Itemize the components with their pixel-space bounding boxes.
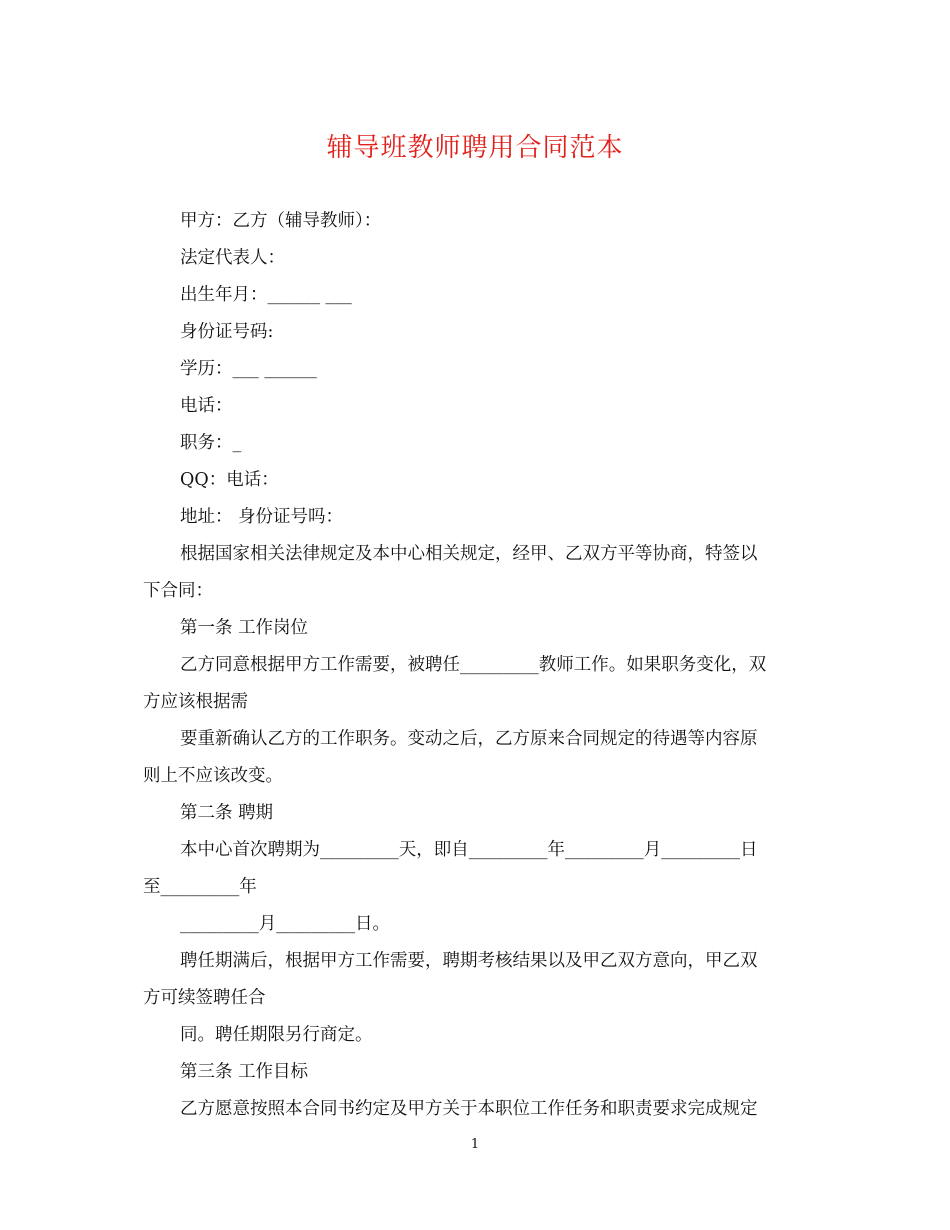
article-2-line-1: 本中心首次聘期为_________天，即自_________年_________月_________日 — [180, 840, 758, 860]
qq-phone-line: QQ：电话： — [180, 470, 279, 490]
position-line: 职务：_ — [180, 433, 242, 453]
education-line: 学历：___ ______ — [180, 359, 317, 379]
article-1-line-1: 乙方同意根据甲方工作需要，被聘任_________教师工作。如果职务变化，双 — [180, 655, 767, 675]
article-2-line-2: 至_________年 — [143, 877, 257, 897]
article-2-line-6: 同。聘任期限另行商定。 — [180, 1025, 373, 1045]
document-body — [143, 203, 808, 1128]
article-2-line-5: 方可续签聘任合 — [143, 988, 266, 1008]
article-2-line-4: 聘任期满后，根据甲方工作需要，聘期考核结果以及甲乙双方意向，甲乙双 — [180, 951, 758, 971]
page-number: 1 — [470, 1137, 480, 1152]
article-2-line-3: _________月_________日。 — [180, 914, 390, 934]
party-line: 甲方：乙方（辅导教师）： — [180, 211, 382, 231]
phone-line: 电话： — [180, 396, 233, 416]
birth-date-line: 出生年月：______ ___ — [180, 285, 352, 305]
preamble-line-1: 根据国家相关法律规定及本中心相关规定，经甲、乙双方平等协商，特签以 — [180, 544, 758, 564]
article-3-heading: 第三条 工作目标 — [180, 1062, 309, 1082]
id-number-line: 身份证号码: — [180, 322, 274, 342]
article-1-line-3: 要重新确认乙方的工作职务。变动之后，乙方原来合同规定的待遇等内容原 — [180, 729, 758, 749]
article-1-heading: 第一条 工作岗位 — [180, 618, 309, 638]
article-1-line-4: 则上不应该改变。 — [143, 766, 283, 786]
article-2-heading: 第二条 聘期 — [180, 803, 274, 823]
legal-representative-line: 法定代表人： — [180, 248, 285, 268]
preamble-line-2: 下合同： — [143, 581, 213, 601]
address-line: 地址： 身份证号吗： — [180, 507, 344, 527]
article-1-line-2: 方应该根据需 — [143, 692, 248, 712]
article-3-line-1: 乙方愿意按照本合同书约定及甲方关于本职位工作任务和职责要求完成规定 — [180, 1099, 758, 1119]
document-title: 辅导班教师聘用合同范本 — [326, 133, 624, 163]
